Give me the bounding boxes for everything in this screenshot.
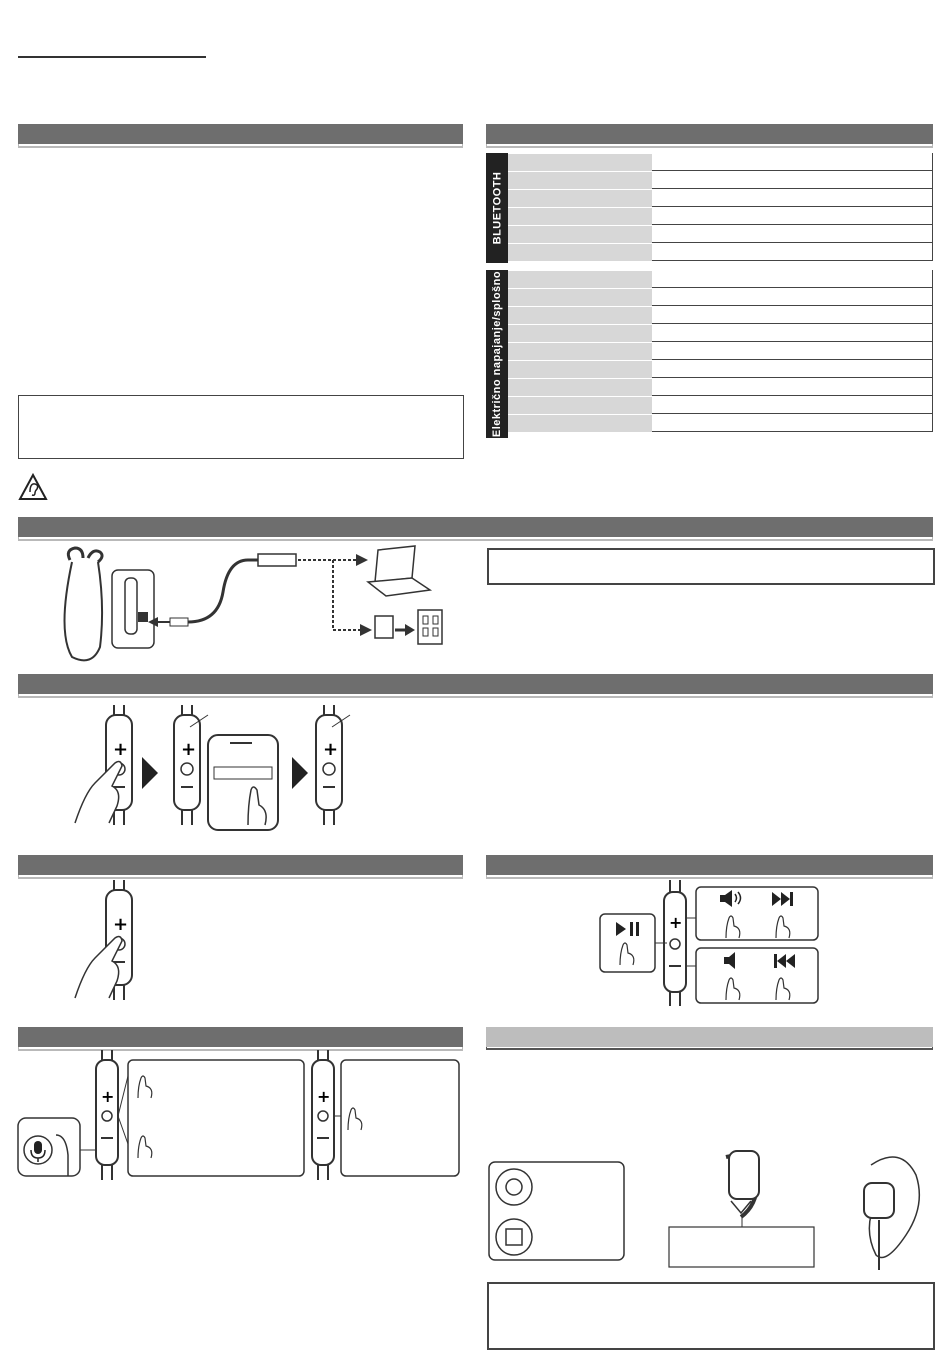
svg-text:+: + — [181, 739, 197, 760]
power-illustration — [70, 880, 140, 1005]
section-header-wearing — [486, 1027, 933, 1047]
pairing-illustration — [70, 705, 370, 830]
spec-tab-bluetooth: BLUETOOTH — [486, 153, 508, 263]
svg-text:+: + — [669, 913, 683, 932]
title-underline — [18, 56, 206, 58]
wearing-illustration — [486, 1145, 933, 1275]
spec-tab-power: Električno napajanje/splošno — [486, 270, 508, 438]
spec-table-power — [486, 270, 933, 438]
calls-illustration — [18, 1050, 463, 1180]
svg-text:+: + — [113, 914, 129, 935]
section-header-left-1 — [18, 124, 463, 144]
svg-text:+: + — [323, 739, 339, 760]
svg-text:+: + — [317, 1087, 331, 1106]
section-header-charging — [18, 517, 933, 537]
svg-text:+: + — [113, 739, 129, 760]
svg-text:+: + — [101, 1087, 115, 1106]
section-header-specs — [486, 124, 933, 144]
note-box-wearing — [487, 1282, 935, 1350]
hearing-warning-icon — [18, 473, 48, 501]
section-header-calls — [18, 1027, 463, 1047]
note-box-left — [18, 395, 464, 459]
charging-illustration — [50, 540, 450, 665]
section-header-power — [18, 855, 463, 875]
spec-table-bluetooth — [486, 153, 933, 263]
section-header-pairing — [18, 674, 933, 694]
section-header-controls — [486, 855, 933, 875]
note-box-charging — [487, 548, 935, 585]
controls-illustration — [600, 880, 822, 1010]
